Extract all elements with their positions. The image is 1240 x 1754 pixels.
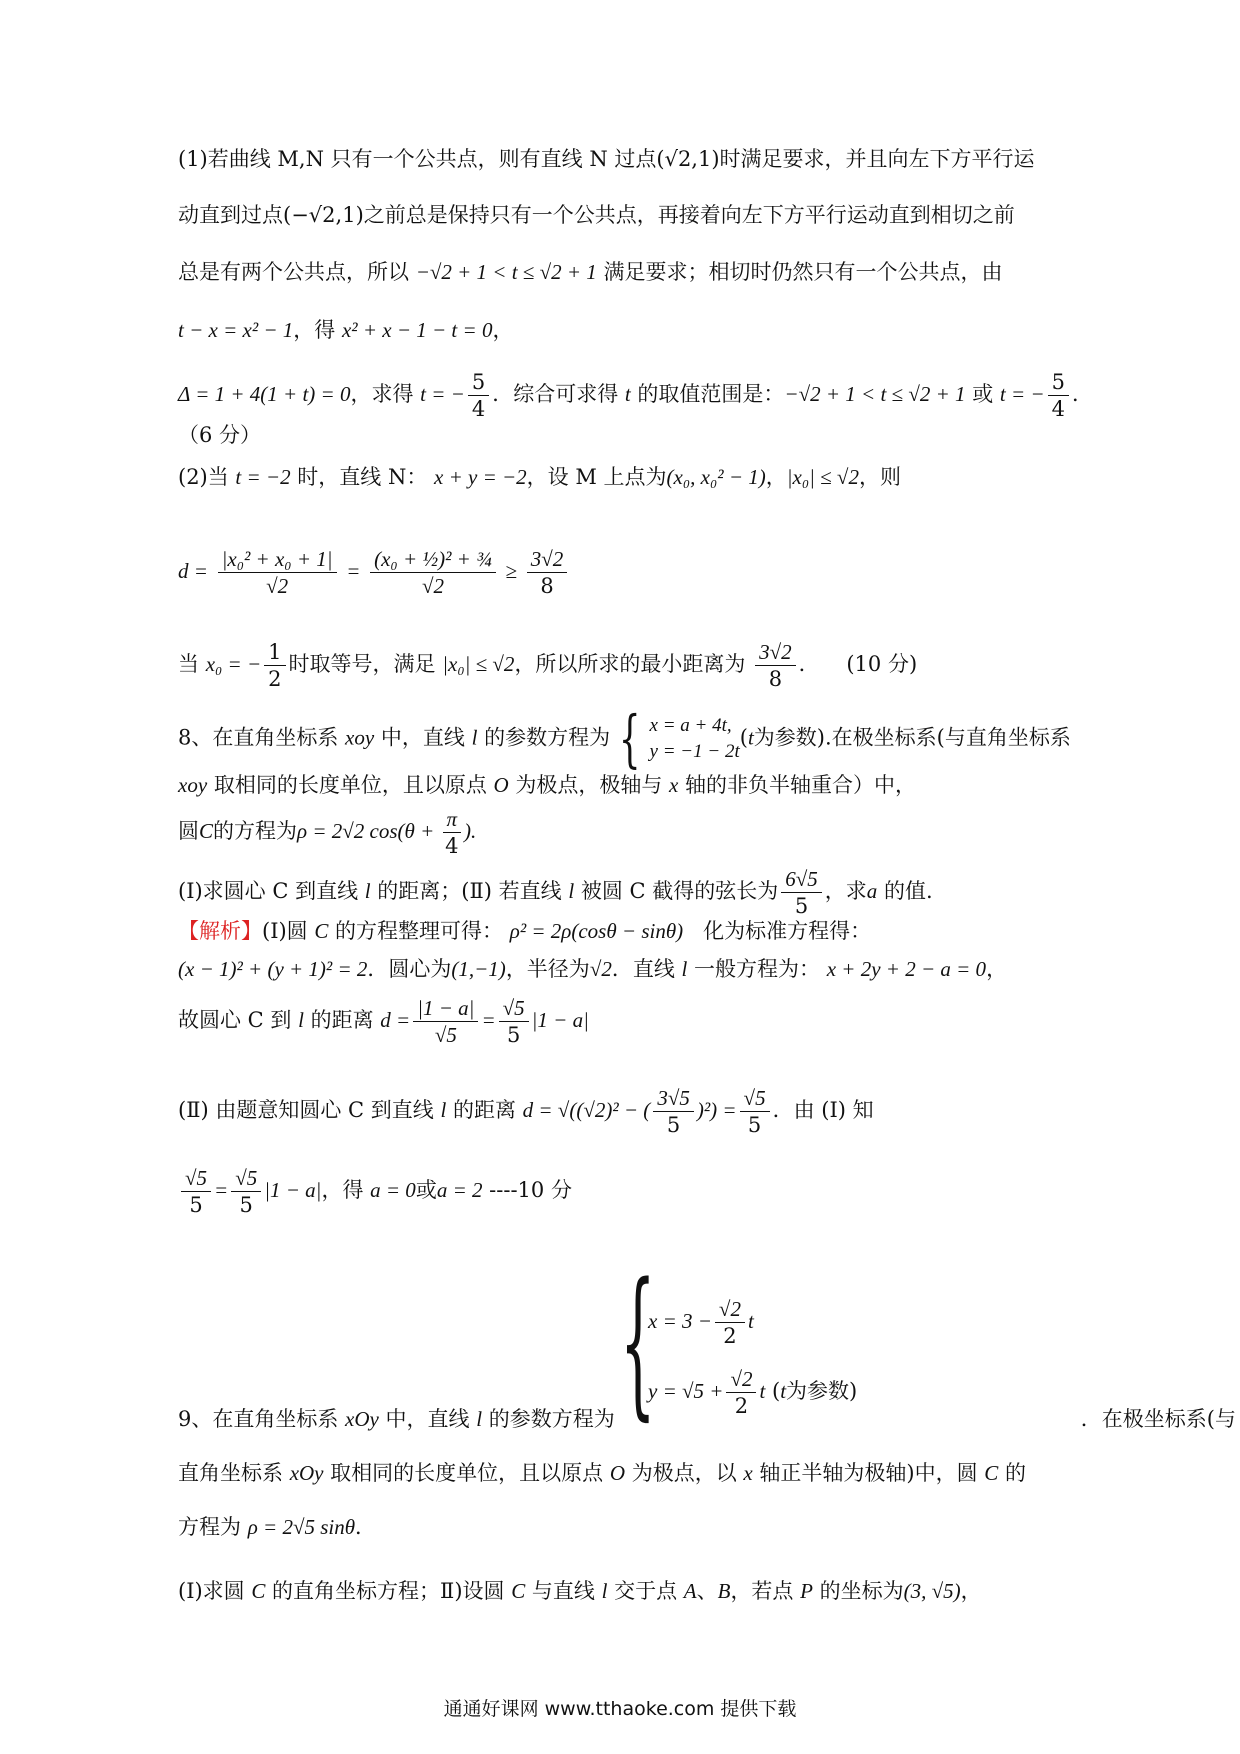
system-row-1: x = 3 − $\frac{√2}{2}$ t (648, 1297, 754, 1348)
solution-8-line-2: (x − 1)² + (y + 1)² = 2．圆心为(1,−1)，半径为√2．直线 l 一般方程为： x + 2y + 2 − a = 0， (178, 957, 1008, 981)
solution-8-line-5: $\frac{√5}{5}$ = $\frac{√5}{5}$ |1 − a|，得 a = 0或a = 2 ----10 分 (178, 1160, 1130, 1220)
solution-8-line-1: 【解析】(Ⅰ)圆 C 的方程整理可得： ρ² = 2ρ(cosθ − sinθ) 化为标准方程得： (178, 919, 872, 943)
solution-8-line-3: 故圆心 C 到 l 的距离 d = $\frac{|1 - a|}{√5}$ = $\frac{√5}{5}$ |1 − a| (178, 996, 589, 1047)
problem-8-line-4: (Ⅰ)求圆心 C 到直线 l 的距离；(Ⅱ) 若直线 l 被圆 C 截得的弦长为 $\frac{6√5}{5}$ ，求a 的值. (178, 867, 933, 918)
formula-d: d = $\frac{\text{|x₀² + x₀ + 1|}}{√2}$ = $\frac{\text{(x₀ + ½)² + ¾}}{√2}$ ≥ $\frac{3√2}{8}$ (178, 536, 1130, 606)
text-line-6: （6 分） (178, 423, 262, 447)
analysis-label: 【解析】 (178, 919, 262, 943)
text-line-4: t − x = x² − 1，得 x² + x − 1 − t = 0， (178, 318, 514, 342)
solution-8-line-4: (Ⅱ) 由题意知圆心 C 到直线 l 的距离 d = √((√2)² − ( $\frac{3√5}{5}$ )²) = $\frac{√5}{5}$ ．由 (Ⅰ) 知 (178, 1086, 874, 1137)
problem-8-line-3: 圆C的方程为ρ = 2√2 cos(θ + $\frac{\pi}{4}$ ). (178, 807, 477, 858)
text-line-1: (1)若曲线 M,N 只有一个公共点，则有直线 N 过点(√2,1)时满足要求，并且向左下方平行运 (178, 147, 1035, 171)
text-line-5: Δ = 1 + 4(1 + t) = 0，求得 t = − $\frac{5}{4}$ ．综合可求得 t 的取值范围是：−√2 + 1 < t ≤ √2 + 1 或 t = − $\frac{5}{4}$ ． (178, 370, 1093, 421)
problem-9-line-2: 直角坐标系 xOy 取相同的长度单位，且以原点 O 为极点，以 x 轴正半轴为极轴)中，圆 C 的 (178, 1461, 1026, 1485)
text-line-3: 总是有两个公共点，所以 −√2 + 1 < t ≤ √2 + 1 满足要求；相切时仍然只有一个公共点，由 (178, 260, 1003, 284)
problem-9-line-4: (Ⅰ)求圆 C 的直角坐标方程；Ⅱ)设圆 C 与直线 l 交于点 A、B，若点 P 的坐标为(3, √5)， (178, 1579, 982, 1603)
text-line-9: 当 x₀ = − $\frac{1}{2}$ 时取等号，满足 |x₀| ≤ √2，所以所求的最小距离为 $\frac{3√2}{8}$ ． (10 分) (178, 640, 918, 691)
text-line-2: 动直到过点(−√2,1)之前总是保持只有一个公共点，再接着向左下方平行运动直到相切之前 (178, 203, 1015, 227)
text-line-7: (2)当 t = −2 时，直线 N： x + y = −2，设 M 上点为(x₀, x₀² − 1)，|x₀| ≤ √2，则 (178, 465, 901, 489)
system-row-2: y = √5 + $\frac{√2}{2}$ t (t为参数) (648, 1367, 858, 1418)
footer-source: 通通好课网 www.tthaoke.com 提供下载 (443, 1698, 797, 1720)
problem-8-line-2: xoy 取相同的长度单位，且以原点 O 为极点，极轴与 x 轴的非负半轴重合）中， (178, 773, 917, 797)
problem-9-line-1: 9、在直角坐标系 xOy 中，直线 l 的参数方程为 ．在极坐标系(与 (178, 1407, 1236, 1431)
system-brace: { (620, 1248, 656, 1435)
problem-8-line-1: 8、在直角坐标系 xoy 中，直线 l 的参数方程为 { x = a + 4t, y = −1 − 2t (t为参数).在极坐标系(与直角坐标系 (178, 702, 1071, 775)
problem-9-line-3: 方程为 ρ = 2√5 sinθ． (178, 1515, 377, 1539)
